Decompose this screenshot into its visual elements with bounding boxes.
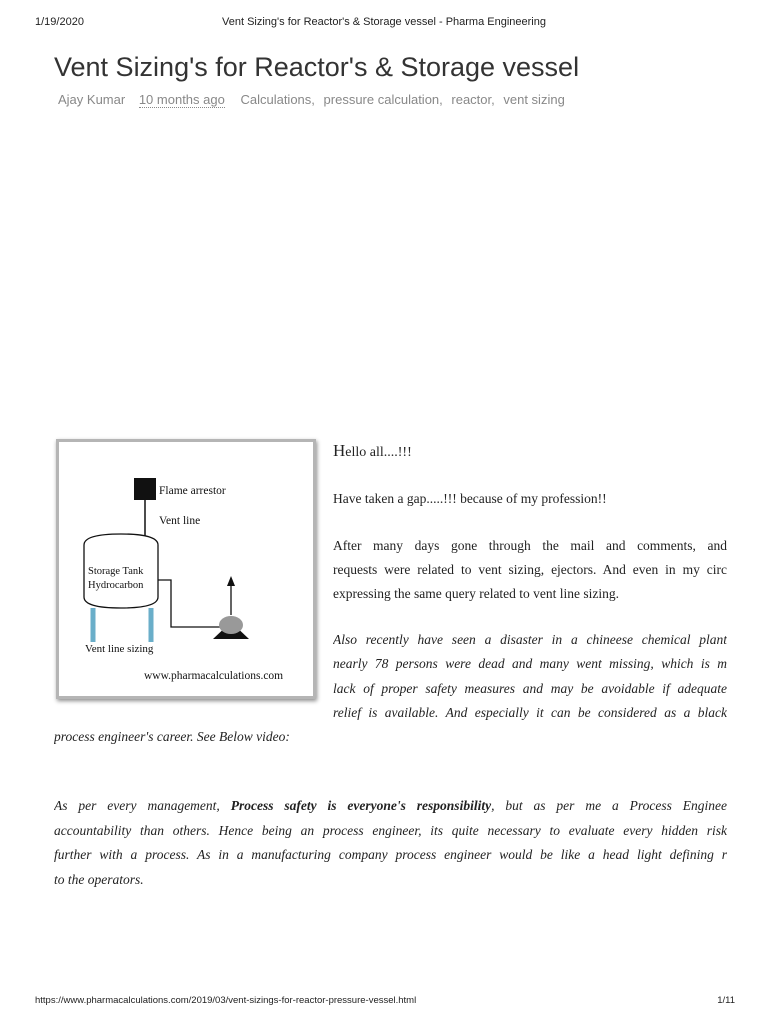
label-vent-line: Vent line bbox=[159, 515, 201, 527]
label-website: www.pharmacalculations.com bbox=[144, 670, 284, 682]
post-meta bbox=[58, 92, 570, 107]
category-link-pressure-calculation[interactable]: pressure calculation, bbox=[323, 92, 443, 107]
label-flame-arrestor: Flame arrestor bbox=[159, 485, 226, 497]
vent-diagram bbox=[59, 442, 313, 696]
print-page-title: Vent Sizing's for Reactor's & Storage vessel - Pharma Engineering bbox=[222, 16, 546, 28]
greeting: Hello all....!!! bbox=[333, 441, 412, 460]
paragraph-4-line: As per every management, Process safety is everyone's responsibility, but as per me a Process Enginee bbox=[54, 798, 727, 813]
paragraph-3-line: Also recently have seen a disaster in a chineese chemical plant bbox=[333, 632, 727, 647]
vent-diagram-figure[interactable] bbox=[56, 439, 316, 699]
paragraph-3-line: process engineer's career. See Below video: bbox=[54, 729, 290, 744]
author-link[interactable]: Ajay Kumar bbox=[58, 92, 126, 107]
paragraph-2-line: requests were related to vent sizing, ejectors. And even in my circ bbox=[333, 562, 727, 577]
paragraph-3-line: nearly 78 persons were dead and many went missing, which is m bbox=[333, 656, 727, 671]
paragraph-4-line: accountability than others. Hence being an process engineer, its quite necessary to evaluate every hidden risk bbox=[54, 823, 727, 838]
label-storage-tank: Storage Tank bbox=[88, 566, 144, 577]
post-timestamp[interactable]: 10 months ago bbox=[138, 92, 225, 107]
relief-valve-body bbox=[219, 616, 243, 634]
label-hydrocarbon: Hydrocarbon bbox=[88, 580, 144, 591]
category-link-vent-sizing[interactable]: vent sizing bbox=[503, 92, 565, 107]
relief-pipe bbox=[158, 580, 221, 627]
paragraph-1: Have taken a gap.....!!! because of my profession!! bbox=[333, 491, 607, 506]
process-safety-emphasis: Process safety is everyone's responsibility bbox=[230, 798, 492, 813]
label-vent-line-sizing: Vent line sizing bbox=[85, 643, 154, 655]
paragraph-3-line: relief is available. And especially it can be considered as a black bbox=[333, 705, 727, 720]
paragraph-2-line: expressing the same query related to vent line sizing. bbox=[333, 586, 620, 601]
category-link-calculations[interactable]: Calculations, bbox=[240, 92, 315, 107]
arrow-up-icon bbox=[227, 576, 235, 586]
page-url: https://www.pharmacalculations.com/2019/03/vent-sizings-for-reactor-pressure-vessel.html bbox=[35, 995, 417, 1006]
page-number: 1/11 bbox=[717, 995, 735, 1006]
paragraph-3-line: lack of proper safety measures and may be avoidable if adequate bbox=[333, 681, 727, 696]
paragraph-4-line: further with a process. As in a manufacturing company process engineer would be like a head light defining r bbox=[54, 847, 727, 862]
post-title: Vent Sizing's for Reactor's & Storage vessel bbox=[54, 52, 580, 82]
category-link-reactor[interactable]: reactor, bbox=[451, 92, 495, 107]
flame-arrestor-block bbox=[134, 478, 156, 500]
paragraph-2-line: After many days gone through the mail and comments, and bbox=[333, 538, 727, 553]
print-date: 1/19/2020 bbox=[35, 16, 84, 28]
paragraph-4-line: to the operators. bbox=[54, 872, 144, 887]
